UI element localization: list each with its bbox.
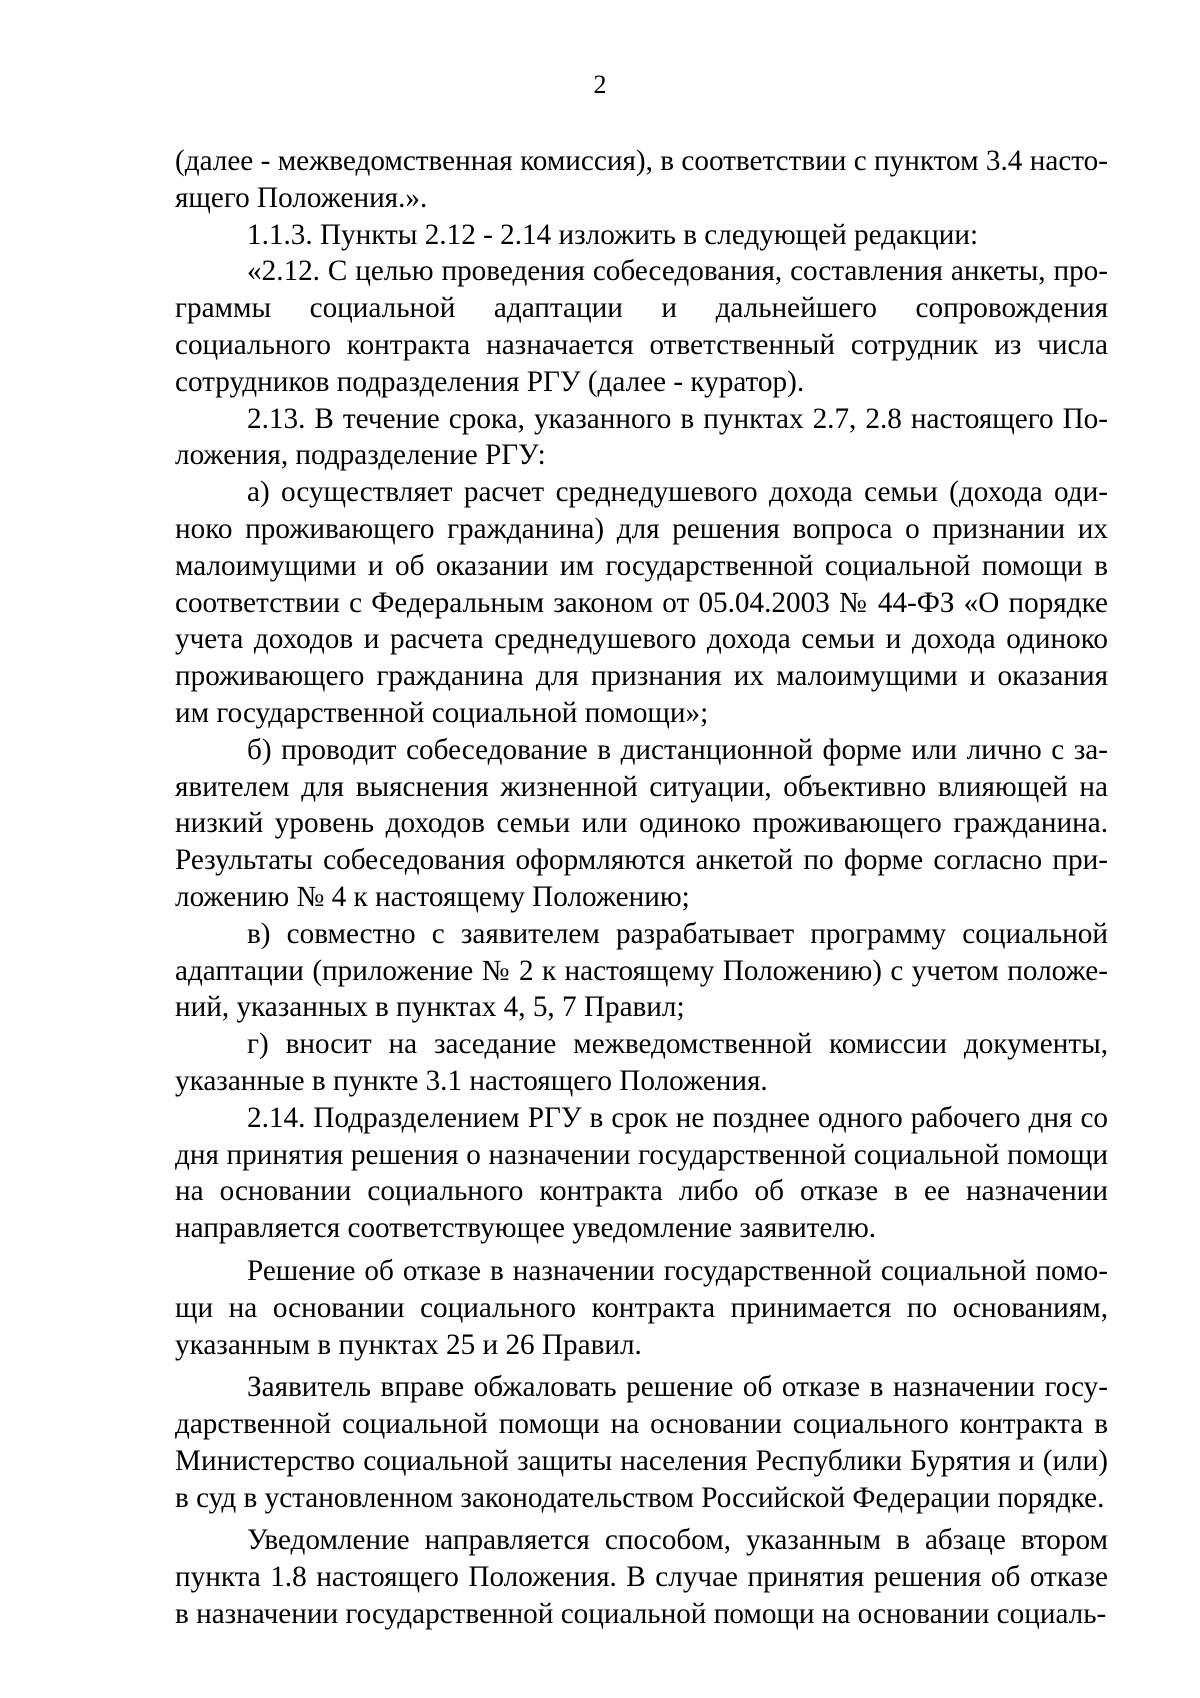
paragraph-2-13: 2.13. В течение срока, указанного в пунктах 2.7, 2.8 настоящего Положения, подразделение РГУ: bbox=[175, 402, 1108, 472]
paragraph-2-13-a: а) осуществляет расчет среднедушевого дохода семьи (дохода одиноко проживающего гражданина) для решения вопроса о признании их малоимущими и об оказании им государственной социальной помощи в соответствии с Федеральным законом от 05.04.2003 № 44-ФЗ «О порядке учета доходов и расчета среднедушевого дохода семьи и дохода одиноко проживающего гражданина для признания их малоимущими и оказания им государственной социальной помощи»; bbox=[175, 476, 1108, 729]
paragraph-2-13-v: в) совместно с заявителем разрабатывает программу социальной адаптации (приложение № 2 к настоящему Положению) с учетом положений, указанных в пунктах 4, 5, 7 Правил; bbox=[175, 917, 1108, 1024]
document-body bbox=[175, 143, 1108, 1633]
paragraph-2-12: «2.12. С целью проведения собеседования, составления анкеты, программы социальной адаптации и дальнейшего сопровождения социального контракта назначается ответственный сотрудник из числа сотрудников подразделения РГУ (далее - куратор). bbox=[175, 255, 1108, 398]
paragraph-2-13-g: г) вносит на заседание межведомственной комиссии документы, указанные в пункте 3.1 настоящего Положения. bbox=[175, 1028, 1108, 1097]
paragraph-2-14: 2.14. Подразделением РГУ в срок не позднее одного рабочего дня со дня принятия решения о назначении государственной социальной помощи на основании социального контракта либо об отказе в ее назначении направляется соответствующее уведомление заявителю. bbox=[175, 1101, 1108, 1245]
paragraph-notification: Уведомление направляется способом, указанным в абзаце втором пункта 1.8 настоящего Положения. В случае принятия решения об отказе в назначении государственной социальной помощи на основании социаль- bbox=[175, 1524, 1108, 1631]
paragraph-1-1-3: 1.1.3. Пункты 2.12 - 2.14 изложить в следующей редакции: bbox=[247, 218, 979, 251]
paragraph-appeal: Заявитель вправе обжаловать решение об отказе в назначении государственной социальной помощи на основании социального контракта в Министерство социальной защиты населения Республики Бурятия и (или) в суд в установленном законодательством Российской Федерации порядке. bbox=[175, 1371, 1108, 1514]
paragraph-continuation: (далее - межведомственная комиссия), в соответствии с пунктом 3.4 настоящего Положения.». bbox=[175, 145, 1108, 214]
paragraph-refusal-decision: Решение об отказе в назначении государственной социальной помощи на основании социального контракта принимается по основаниям, указанным в пунктах 25 и 26 Правил. bbox=[175, 1254, 1108, 1361]
paragraph-2-13-b: б) проводит собеседование в дистанционной форме или лично с заявителем для выяснения жизненной ситуации, объективно влияющей на низкий уровень доходов семьи или одиноко проживающего гражданина. Результаты собеседования оформляются анкетой по форме согласно приложению № 4 к настоящему Положению; bbox=[175, 733, 1108, 913]
page-number: 2 bbox=[593, 70, 607, 99]
